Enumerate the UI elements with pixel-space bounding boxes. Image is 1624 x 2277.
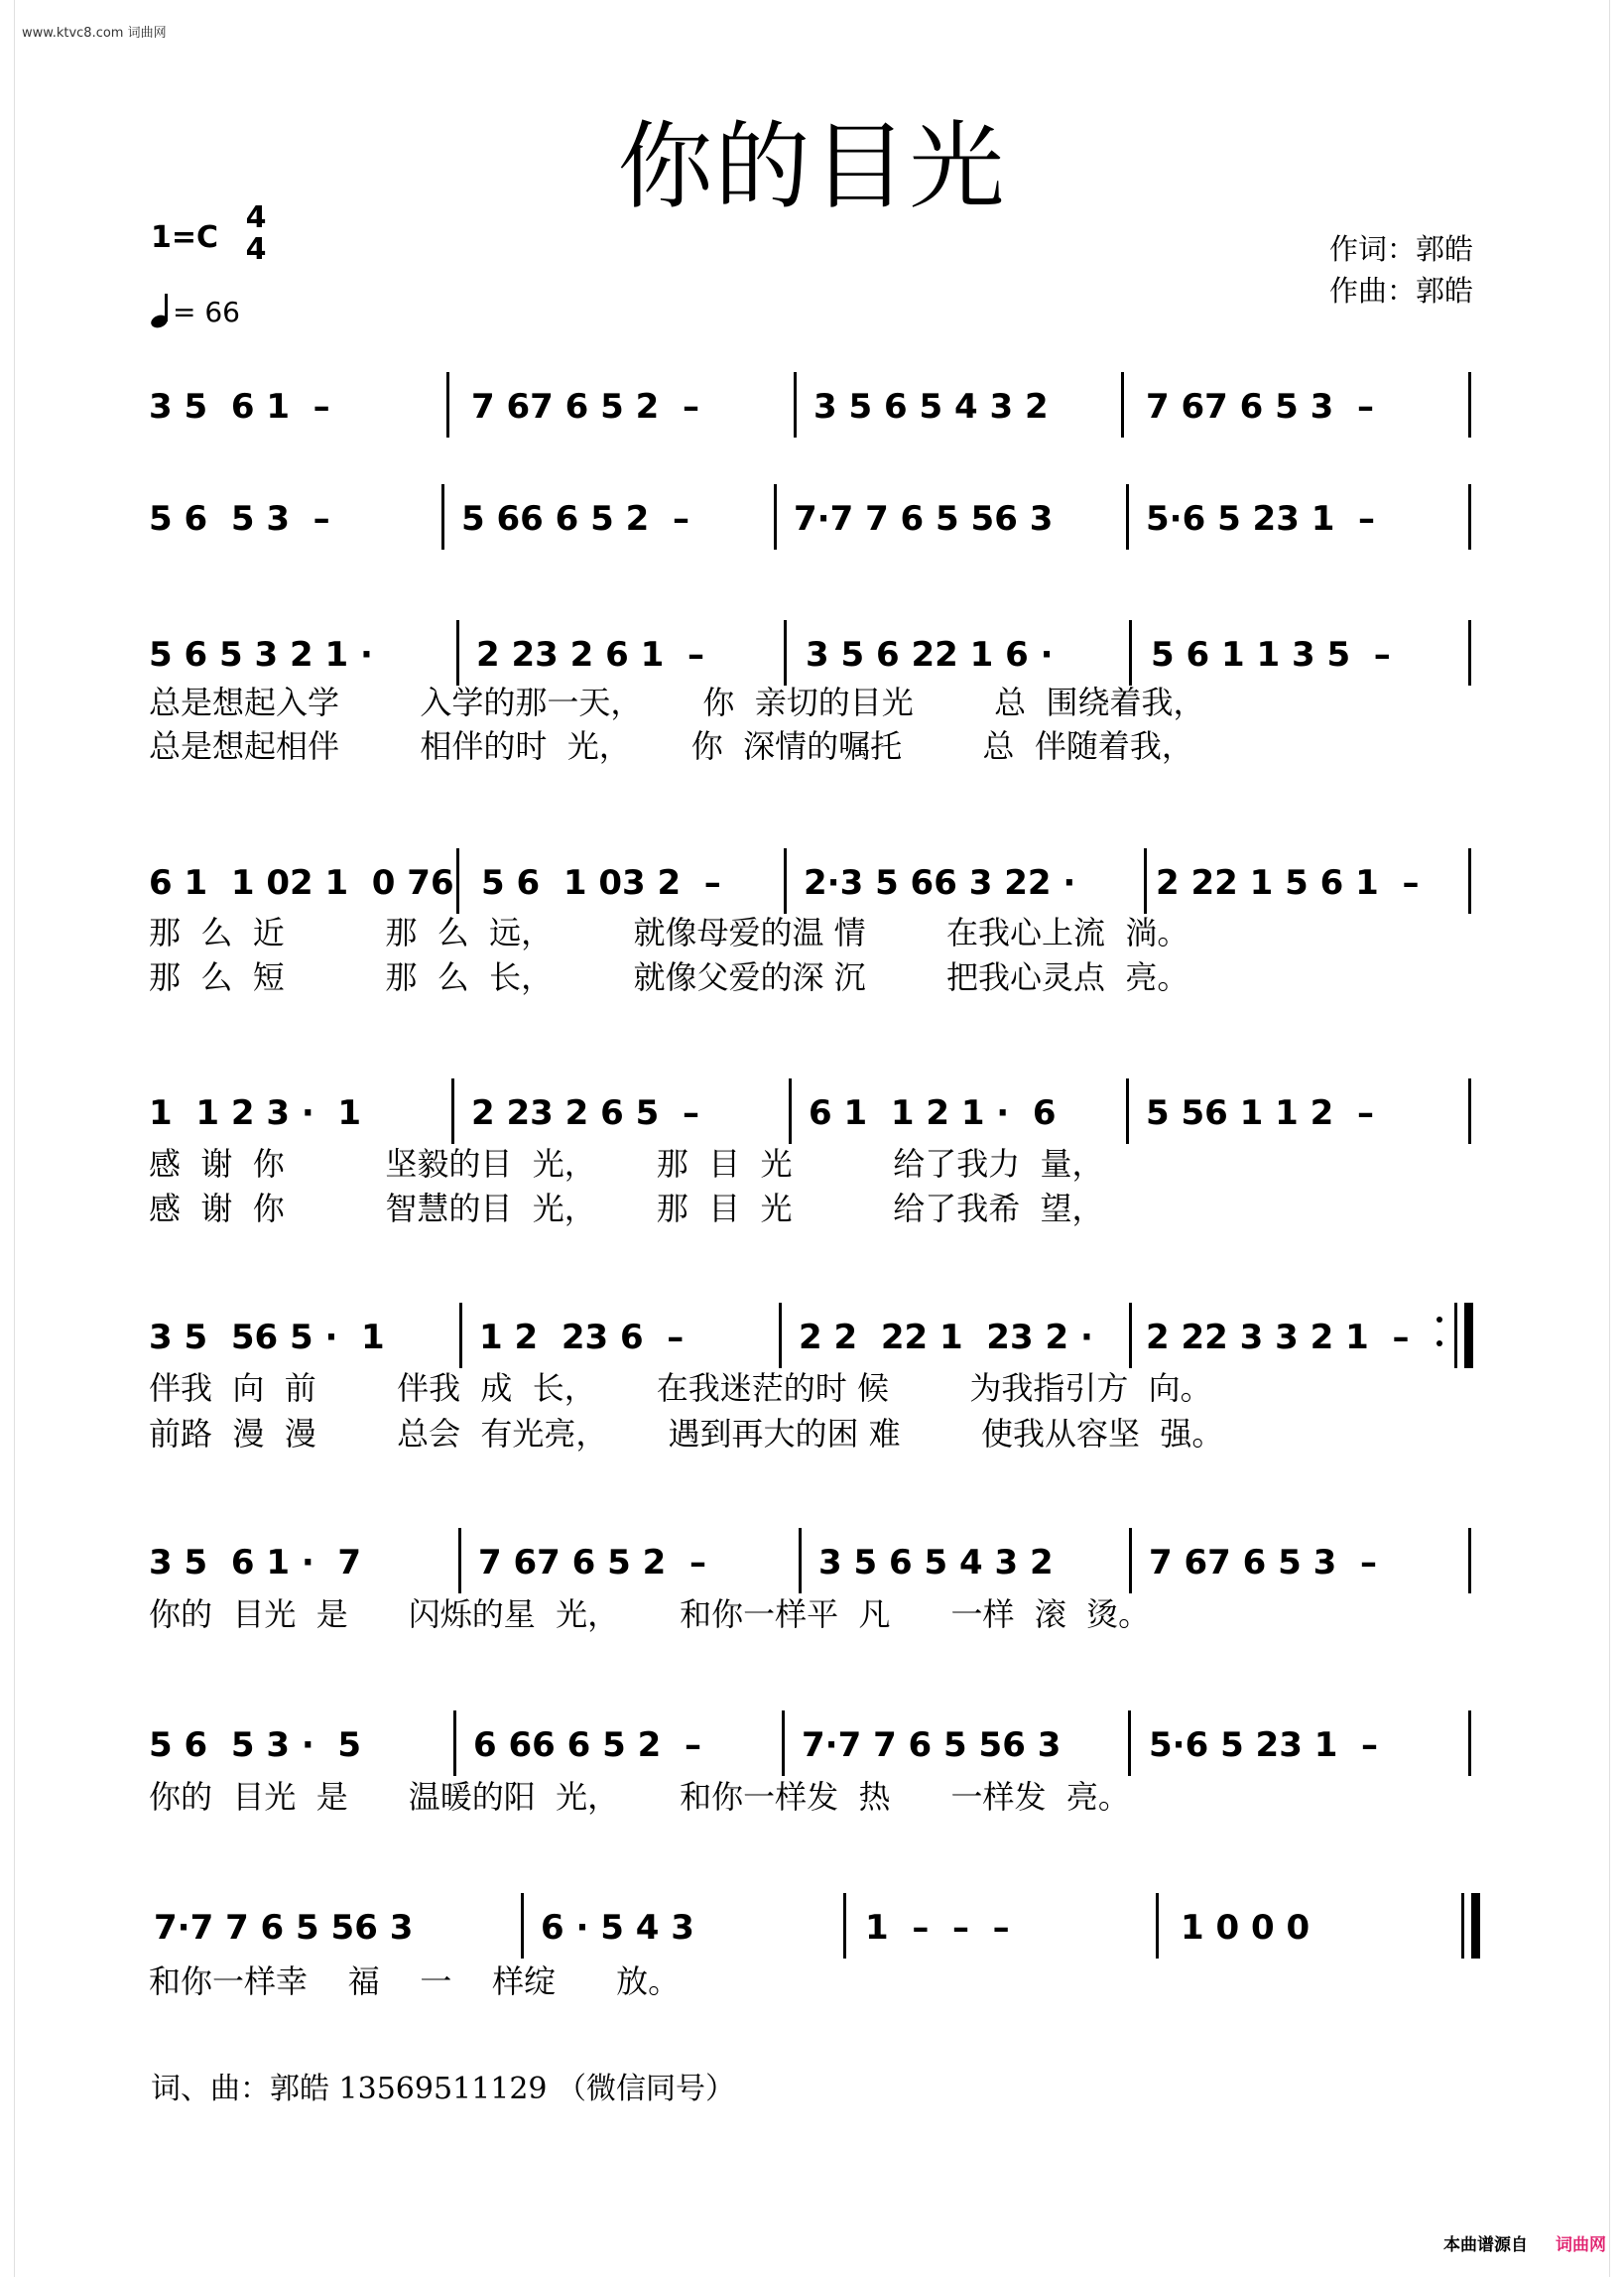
score-system-1 (149, 372, 1473, 442)
lyric-line: 感 谢 你 坚毅的目 光， 那 目 光 给了我力 量， (149, 1145, 1104, 1183)
lyric-line: 那 么 近 那 么 远， 就像母爱的温 情 在我心上流 淌。 (149, 914, 1189, 951)
barline (784, 620, 787, 686)
barline (1128, 1710, 1131, 1776)
barline (1468, 1078, 1471, 1144)
measure: 6 66 6 5 2 – (473, 1725, 701, 1765)
barline (451, 1078, 454, 1144)
measure: 1 – – – (865, 1908, 1010, 1948)
composer: 作曲：郭皓 (1328, 274, 1473, 308)
source-watermark: www.ktvc8.com 词曲网 (22, 26, 167, 41)
barline (1156, 1893, 1159, 1959)
measure: 5·6 5 23 1 – (1149, 1725, 1379, 1765)
right-margin-strip (1609, 0, 1624, 2277)
tempo-marking (151, 294, 240, 328)
barline (446, 372, 449, 438)
measure: 3 5 6 5 4 3 2 (813, 387, 1049, 427)
measure: 2 23 2 6 5 – (471, 1093, 699, 1133)
barline (441, 484, 444, 550)
measure: 7 67 6 5 3 – (1146, 387, 1374, 427)
source-footer (1443, 2230, 1606, 2255)
measure: 6 1 1 02 1 0 76 (149, 863, 454, 903)
measure: 5 56 1 1 2 – (1146, 1093, 1374, 1133)
time-signature (244, 202, 268, 266)
measure: 5·6 5 23 1 – (1146, 499, 1376, 539)
barline (1126, 1078, 1129, 1144)
brand-link[interactable]: 词曲网 (1556, 2235, 1606, 2255)
barline (1468, 1710, 1471, 1776)
barline (784, 848, 787, 914)
lyric-line: 你的 目光 是 温暖的阳 光， 和你一样发 热 一样发 亮。 (149, 1778, 1130, 1816)
lyric-line: 和你一样幸 福 一 样绽 放。 (149, 1962, 681, 2000)
score-system-9 (149, 1893, 1473, 1962)
score-system-8 (149, 1710, 1473, 1780)
measure: 2 23 2 6 1 – (476, 635, 704, 675)
score-system-5 (149, 1078, 1473, 1148)
barline (459, 1303, 462, 1368)
measure: 7·7 7 6 5 56 3 (154, 1908, 414, 1948)
barline (794, 372, 797, 438)
measure: 7 67 6 5 3 – (1149, 1543, 1377, 1582)
measure: 7·7 7 6 5 56 3 (802, 1725, 1062, 1765)
measure: 6 1 1 2 1 · 6 (809, 1093, 1057, 1133)
measure: 3 5 6 22 1 6 · (806, 635, 1054, 675)
barline (1144, 848, 1147, 914)
barline (843, 1893, 846, 1959)
score-system-7 (149, 1528, 1473, 1597)
barline (1468, 484, 1471, 550)
lyric-line: 感 谢 你 智慧的目 光， 那 目 光 给了我希 望， (149, 1190, 1104, 1227)
barline (799, 1528, 802, 1593)
barline (789, 1078, 792, 1144)
measure: 3 5 56 5 · 1 (149, 1318, 385, 1357)
barline (1468, 1528, 1471, 1593)
measure: 3 5 6 5 4 3 2 (818, 1543, 1054, 1582)
left-margin-strip (0, 0, 15, 2277)
lyric-line: 前路 漫 漫 总会 有光亮， 遇到再大的困 难 使我从容坚 强。 (149, 1415, 1224, 1453)
measure: 7 67 6 5 2 – (471, 387, 699, 427)
measure: 2 22 3 3 2 1 – (1146, 1318, 1410, 1357)
measure: 5 6 5 3 – (149, 499, 330, 539)
key-signature: 1=C (151, 220, 219, 255)
barline (456, 848, 459, 914)
barline (453, 1710, 456, 1776)
barline (521, 1893, 524, 1959)
lyric-line: 总是想起入学 入学的那一天， 你 亲切的目光 总 围绕着我， (149, 684, 1205, 721)
barline (1129, 1303, 1132, 1368)
score-system-6 (149, 1303, 1473, 1372)
song-title: 你的目光 (617, 111, 1007, 222)
lyric-line: 伴我 向 前 伴我 成 长， 在我迷茫的时 候 为我指引方 向。 (149, 1369, 1212, 1407)
score-system-2 (149, 484, 1473, 554)
measure: 5 6 5 3 · 5 (149, 1725, 362, 1765)
credits (1329, 228, 1473, 312)
measure: 6 · 5 4 3 (541, 1908, 694, 1948)
footer-note: 词、曲：郭皓 13569511129 （微信同号） (151, 2072, 736, 2106)
meter-top: 4 (245, 200, 267, 235)
measure: 2·3 5 66 3 22 · (804, 863, 1076, 903)
measure: 2 22 1 5 6 1 – (1156, 863, 1420, 903)
repeat-dots (1437, 1317, 1444, 1364)
measure: 7 67 6 5 2 – (478, 1543, 706, 1582)
lyric-line: 你的 目光 是 闪烁的星 光， 和你一样平 凡 一样 滚 烫。 (149, 1595, 1151, 1633)
measure: 2 2 22 1 23 2 · (799, 1318, 1093, 1357)
lyric-line: 那 么 短 那 么 长， 就像父爱的深 沉 把我心灵点 亮。 (149, 958, 1189, 996)
barline (779, 1303, 782, 1368)
measure: 5 6 1 1 3 5 – (1151, 635, 1391, 675)
barline (782, 1710, 785, 1776)
measure: 1 1 2 3 · 1 (149, 1093, 362, 1133)
barline (1129, 620, 1132, 686)
quarter-note-icon (151, 294, 173, 327)
measure: 5 6 5 3 2 1 · (149, 635, 373, 675)
measure: 3 5 6 1 · 7 (149, 1543, 362, 1582)
measure: 5 66 6 5 2 – (461, 499, 689, 539)
barline (1126, 484, 1129, 550)
barline (1468, 620, 1471, 686)
measure: 1 2 23 6 – (479, 1318, 685, 1357)
barline (458, 1528, 461, 1593)
measure: 5 6 1 03 2 – (481, 863, 721, 903)
lyric-line: 总是想起相伴 相伴的时 光， 你 深情的嘱托 总 伴随着我， (149, 727, 1193, 765)
barline (1468, 372, 1471, 438)
barline (1468, 848, 1471, 914)
lyricist: 作词：郭皓 (1328, 232, 1473, 266)
meter-bottom: 4 (245, 232, 267, 267)
barline (774, 484, 777, 550)
barline (1121, 372, 1124, 438)
barline (1129, 1528, 1132, 1593)
measure: 3 5 6 1 – (149, 387, 330, 427)
tempo-value: = 66 (173, 296, 240, 328)
barline (456, 620, 459, 686)
measure: 7·7 7 6 5 56 3 (794, 499, 1054, 539)
source-label: 本曲谱源自 (1443, 2235, 1528, 2255)
measure: 1 0 0 0 (1181, 1908, 1311, 1948)
